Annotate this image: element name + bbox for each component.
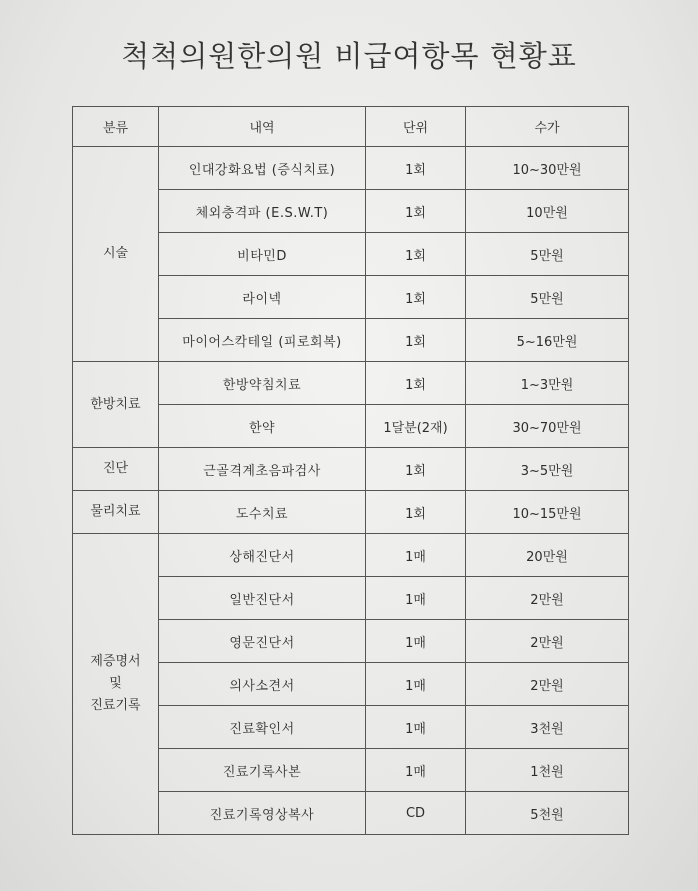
price-cell: 3~5만원 (466, 448, 629, 491)
unit-cell: 1매 (366, 706, 466, 749)
category-label: 진단 (102, 461, 129, 476)
category-label: 및 (109, 676, 122, 691)
unit-cell: 1회 (366, 276, 466, 319)
table-row (73, 534, 629, 577)
category-cell (73, 534, 159, 835)
category-cell (73, 147, 159, 362)
category-cell (73, 448, 159, 491)
price-cell: 2만원 (466, 663, 629, 706)
unit-cell: 1회 (366, 233, 466, 276)
item-cell: 일반진단서 (159, 577, 366, 620)
item-cell: 비타민D (159, 233, 366, 276)
price-cell: 5천원 (466, 792, 629, 835)
item-cell: 진료확인서 (159, 706, 366, 749)
price-cell: 3천원 (466, 706, 629, 749)
category-label: 제증명서 (90, 654, 141, 669)
unit-cell: CD (366, 792, 466, 835)
table-row (73, 362, 629, 405)
item-cell: 진료기록사본 (159, 749, 366, 792)
category-label: 진료기록 (90, 698, 141, 713)
price-cell: 2만원 (466, 620, 629, 663)
item-cell: 라이넥 (159, 276, 366, 319)
item-cell: 한방약침치료 (159, 362, 366, 405)
table-row (73, 147, 629, 190)
unit-cell: 1회 (366, 147, 466, 190)
price-cell: 10~15만원 (466, 491, 629, 534)
price-cell: 2만원 (466, 577, 629, 620)
item-cell: 한약 (159, 405, 366, 448)
unit-cell: 1매 (366, 577, 466, 620)
price-cell: 10만원 (466, 190, 629, 233)
item-cell: 상해진단서 (159, 534, 366, 577)
item-cell: 인대강화요법 (증식치료) (159, 147, 366, 190)
header-row (73, 107, 629, 147)
price-cell: 1천원 (466, 749, 629, 792)
category-label: 한방치료 (90, 396, 141, 412)
table-row (73, 491, 629, 534)
item-cell: 의사소견서 (159, 663, 366, 706)
page-title: 척척의원한의원 비급여항목 현황표 (121, 39, 577, 73)
header-item: 내역 (159, 107, 366, 147)
item-cell: 체외충격파 (E.S.W.T) (159, 190, 366, 233)
unit-cell: 1회 (366, 319, 466, 362)
item-cell: 영문진단서 (159, 620, 366, 663)
price-cell: 5~16만원 (466, 319, 629, 362)
unit-cell: 1회 (366, 448, 466, 491)
item-cell: 근골격계초음파검사 (159, 448, 366, 491)
unit-cell: 1회 (366, 190, 466, 233)
unit-cell: 1매 (366, 534, 466, 577)
header-unit: 단위 (366, 107, 466, 147)
header-category: 분류 (73, 107, 159, 147)
item-cell: 마이어스칵테일 (피로회복) (159, 319, 366, 362)
table-body (73, 147, 629, 835)
header-price: 수가 (466, 107, 629, 147)
price-cell: 30~70만원 (466, 405, 629, 448)
price-cell: 20만원 (466, 534, 629, 577)
item-cell: 진료기록영상복사 (159, 792, 366, 835)
unit-cell: 1회 (366, 362, 466, 405)
unit-cell: 1매 (366, 663, 466, 706)
fee-table (72, 106, 629, 835)
unit-cell: 1매 (366, 749, 466, 792)
price-cell: 10~30만원 (466, 147, 629, 190)
unit-cell: 1달분(2재) (366, 405, 466, 448)
category-cell (73, 362, 159, 448)
category-label: 물리치료 (90, 504, 141, 519)
table-header (73, 107, 629, 147)
price-cell: 5만원 (466, 276, 629, 319)
category-cell (73, 491, 159, 534)
unit-cell: 1매 (366, 620, 466, 663)
price-cell: 1~3만원 (466, 362, 629, 405)
item-cell: 도수치료 (159, 491, 366, 534)
category-label: 시술 (102, 246, 129, 261)
price-cell: 5만원 (466, 233, 629, 276)
table-row (73, 448, 629, 491)
unit-cell: 1회 (366, 491, 466, 534)
